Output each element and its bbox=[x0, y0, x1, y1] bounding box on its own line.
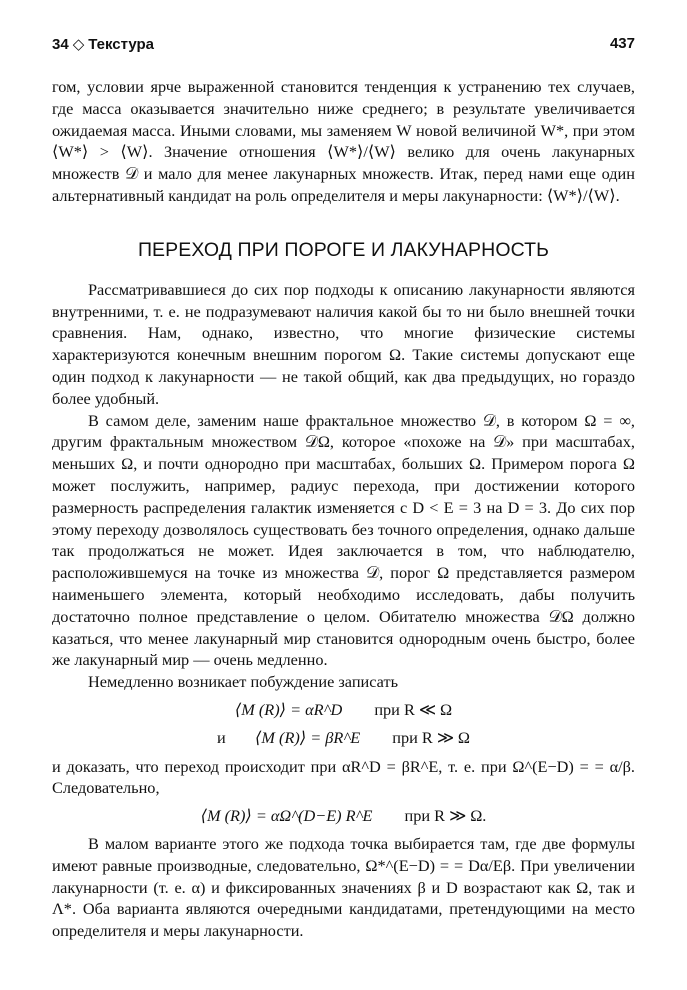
paragraph-continued: гом, условии ярче выраженной становится тенденция к устранению тех случаев, где масса оказывается значительно ниже среднего; в результате увеличивается ожидаемая масса. Иными словами, мы заменяем W новой величиной W*, при этом ⟨W*⟩ > ⟨W⟩. Значение отношения ⟨W*⟩/⟨W⟩ велико для очень лакунарных множеств 𝒟 и мало для менее лакунарных множеств. Итак, перед нами еще один альтернативный кандидат на роль определителя и меры лакунарности: ⟨W*⟩/⟨W⟩. bbox=[52, 77, 635, 205]
equation-1-condition: при R ≪ Ω bbox=[374, 699, 453, 719]
equation-3-condition: при R ≫ Ω. bbox=[404, 806, 487, 826]
equation-2-and: и bbox=[216, 727, 226, 747]
equation-2-condition: при R ≫ Ω bbox=[392, 727, 471, 747]
paragraph-intro: Рассматривавшиеся до сих пор подходы к описанию лакунарности являются внутренними, т. е. не подразумевают наличия какой бы то ни было внешней точки сравнения. Нам, однако, известно, что многие физические системы характеризуются конечным внешним порогом Ω. Такие системы допускают еще один подход к лакунарности — не такой общий, как два предыдущих, но гораздо более удобный. bbox=[52, 279, 635, 408]
equation-1-formula: ⟨M (R)⟩ = αR^D bbox=[234, 699, 343, 719]
equation-2-formula: ⟨M (R)⟩ = βR^E bbox=[255, 727, 361, 747]
equation-1 bbox=[52, 699, 635, 721]
equation-3 bbox=[52, 805, 635, 827]
equation-3-formula: ⟨M (R)⟩ = αΩ^(D−E) R^E bbox=[200, 806, 373, 826]
header-left bbox=[52, 35, 154, 53]
running-header bbox=[52, 35, 635, 55]
paragraph-transition: и доказать, что переход происходит при αR^D = βR^E, т. е. при Ω^(E−D) = = α/β. Следовательно, bbox=[52, 756, 635, 798]
header-page-number-right: 437 bbox=[609, 35, 635, 52]
diamond-icon: ◇ bbox=[72, 36, 85, 53]
header-page-number-left: 34 bbox=[52, 36, 69, 53]
equation-2 bbox=[52, 727, 635, 749]
header-chapter-title: Текстура bbox=[88, 36, 155, 53]
paragraph-threshold: В самом деле, заменим наше фрактальное множество 𝒟, в котором Ω = ∞, другим фрактальным множеством 𝒟Ω, которое «похоже на 𝒟» при масштабах, меньших Ω, и почти однородно при масштабах, больших Ω. Примером порога Ω может послужить, например, радиус перехода, при достижении которого размерность распределения галактик изменяется с D < E = 3 на D = 3. До сих пор этому переходу дозволялось существовать без точного определения, однако дальше так продолжаться не может. Идея заключается в том, что наблюдателю, расположившемуся на точке из множества 𝒟, порог Ω представляется размером наименьшего элемента, который необходимо исследовать, дабы получить достаточно полное представление о целом. Обитателю множества 𝒟Ω должно казаться, что менее лакунарный мир становится однородным очень быстро, более же лакунарный мир — очень медленно. bbox=[52, 410, 635, 670]
equation-block bbox=[52, 699, 635, 749]
section-title: ПЕРЕХОД ПРИ ПОРОГЕ И ЛАКУНАРНОСТЬ bbox=[137, 238, 550, 261]
paragraph-lead-in: Немедленно возникает побуждение записать bbox=[88, 672, 399, 692]
page-body bbox=[52, 76, 635, 942]
paragraph-final: В малом варианте этого же подхода точка выбирается там, где две формулы имеют равные производные, следовательно, Ω*^(E−D) = = Dα/Eβ. При увеличении лакунарности (т. е. α) и фиксированных значениях β и D возрастают как Ω, так и Λ*. Оба варианта являются очередными кандидатами, претендующими на место определителя и меры лакунарности. bbox=[52, 833, 635, 941]
